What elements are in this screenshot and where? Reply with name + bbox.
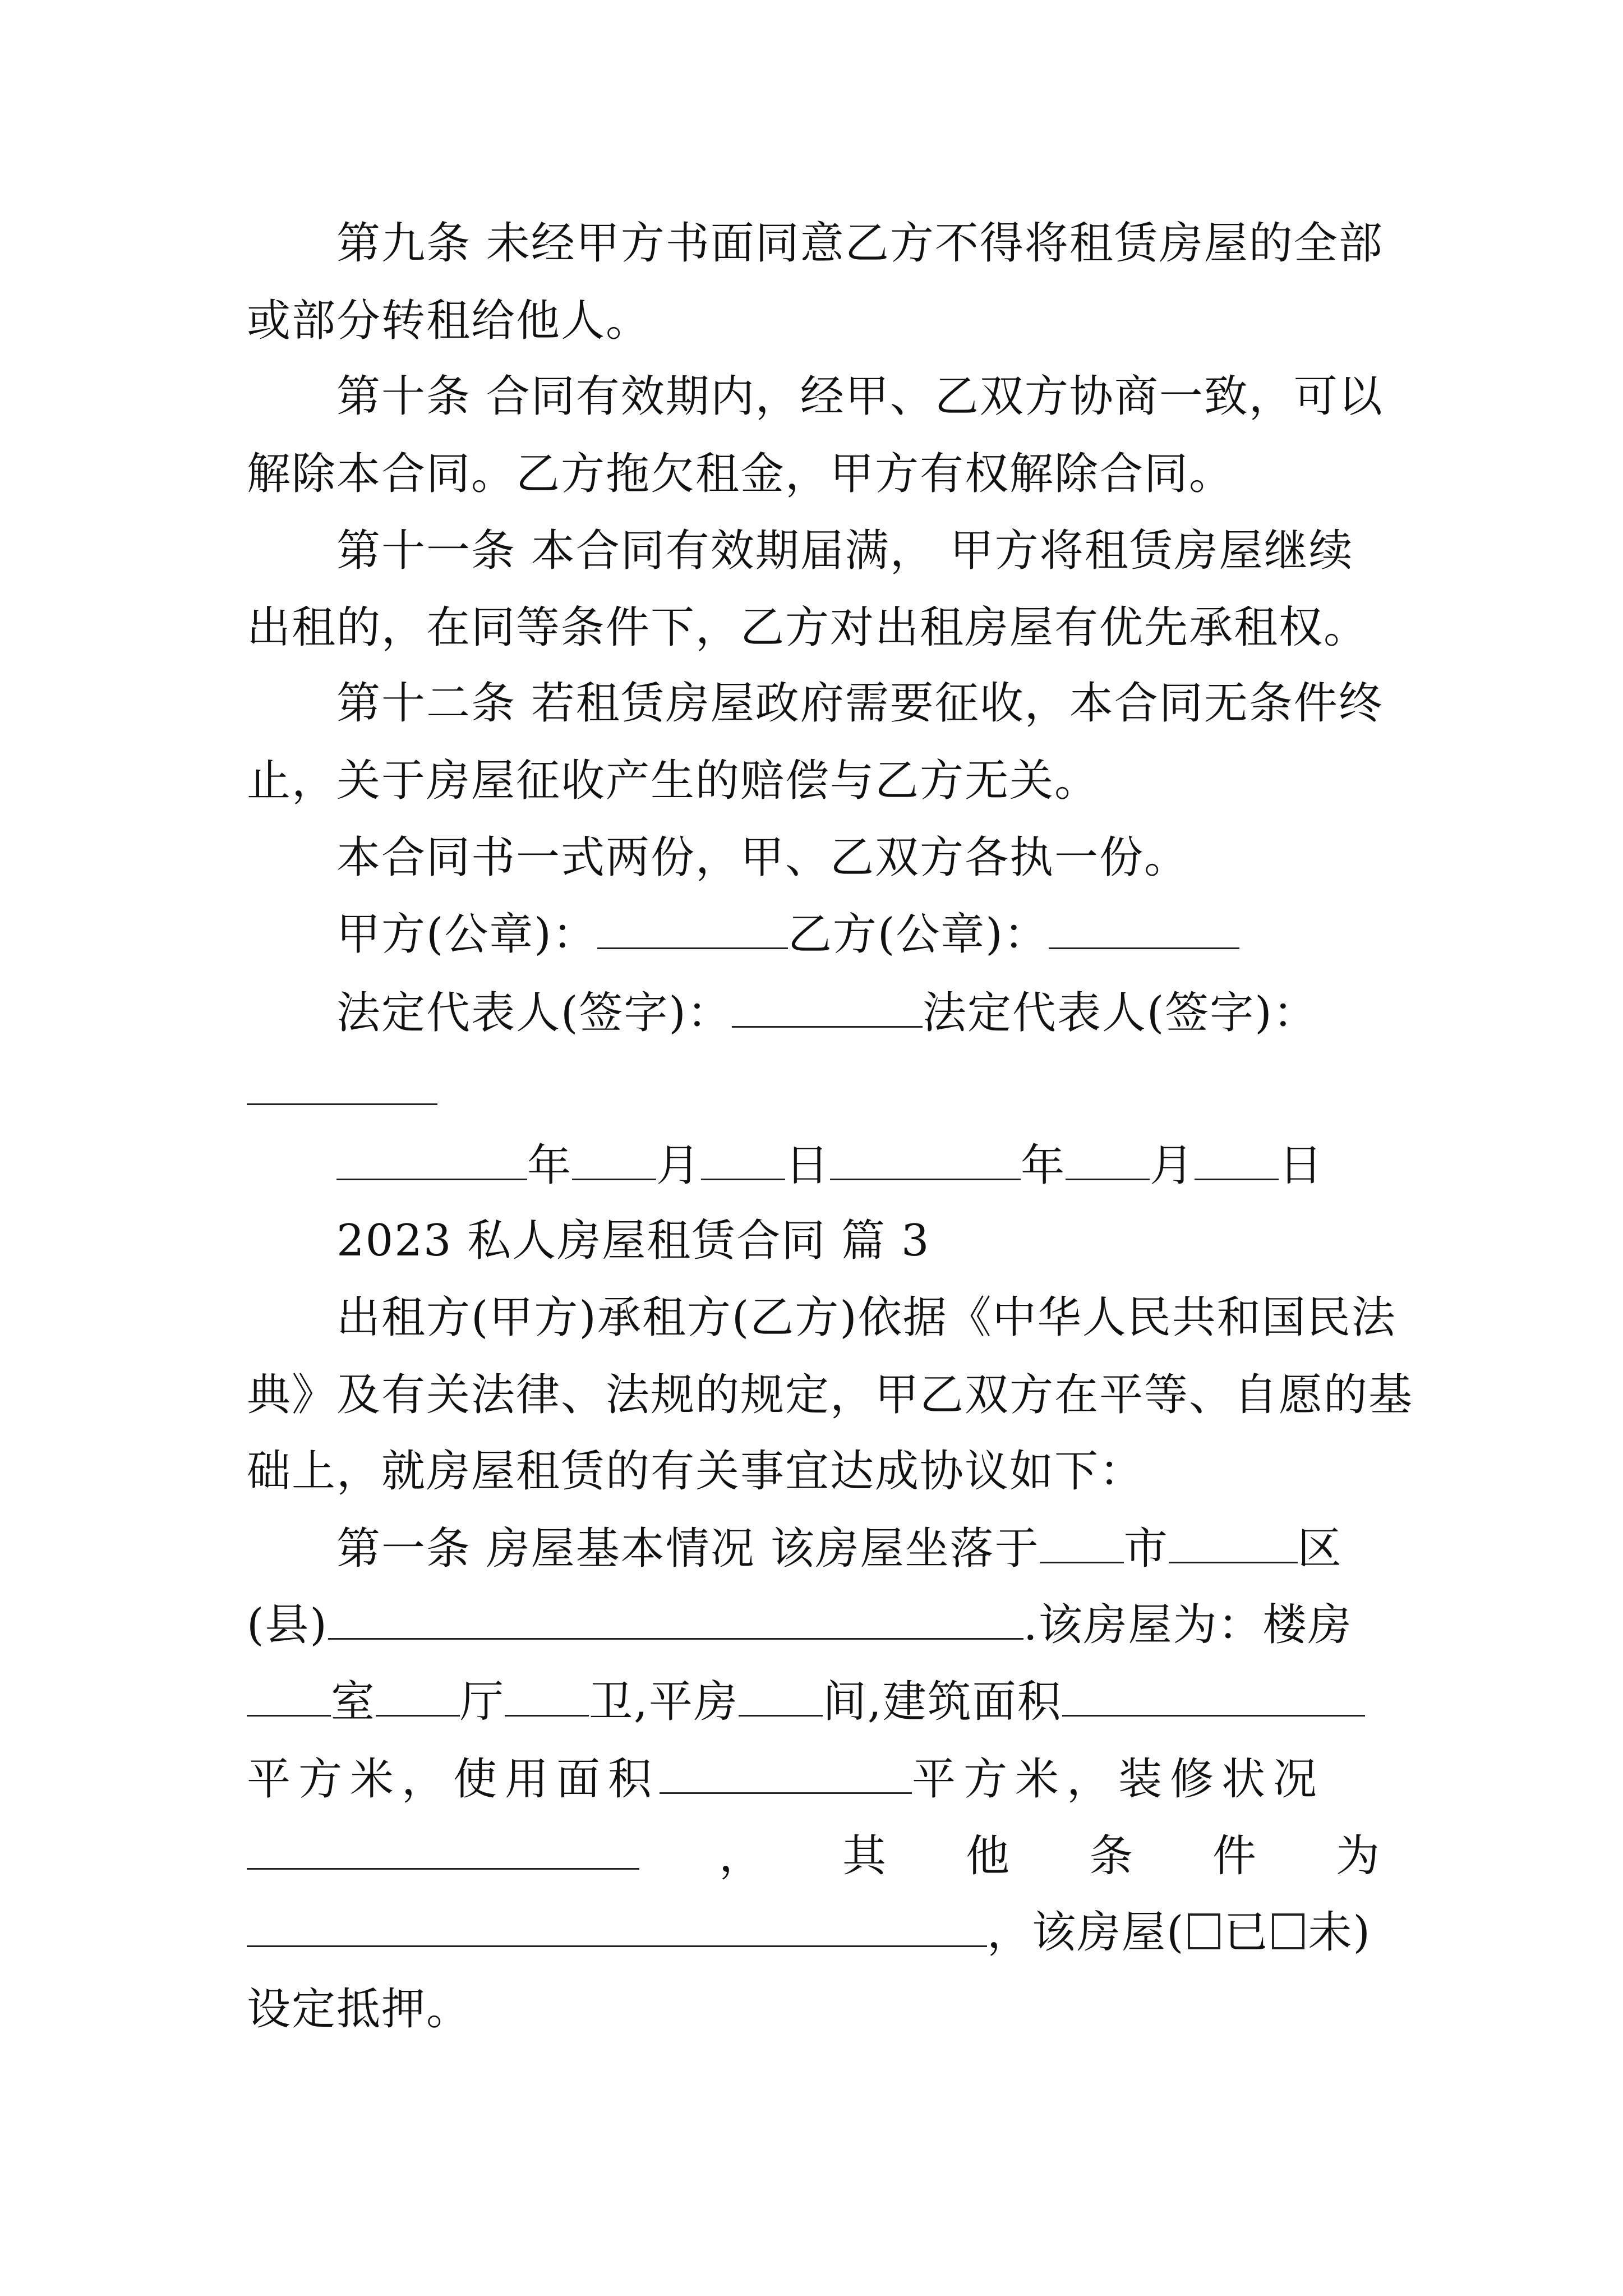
article-1-line-2 xyxy=(247,1600,1353,1650)
house-type-label: .该房屋为：楼房 xyxy=(1023,1600,1353,1650)
month-b-label: 月 xyxy=(1150,1140,1195,1191)
bath-blank[interactable] xyxy=(505,1710,589,1717)
other-char-1: 其 xyxy=(842,1831,886,1881)
article-10-line-1: 第十条 合同有效期内，经甲、乙双方协商一致，可以 xyxy=(336,371,1384,422)
article-1-lead: 第一条 房屋基本情况 该房屋坐落于 xyxy=(336,1524,1040,1574)
other-char-2: 他 xyxy=(965,1831,1009,1881)
other-char-3: 条 xyxy=(1089,1831,1133,1881)
intro-line-1: 出租方(甲方)承租方(乙方)依据《中华人民共和国民法 xyxy=(336,1292,1396,1343)
year-b-blank[interactable] xyxy=(830,1174,1021,1180)
representative-line xyxy=(336,988,1318,1038)
article-11-line-1: 第十一条 本合同有效期届满， 甲方将租赁房屋继续 xyxy=(336,526,1354,576)
party-a-seal-blank[interactable] xyxy=(597,943,788,949)
day-a-label: 日 xyxy=(785,1140,831,1191)
article-1-line-6 xyxy=(247,1907,1371,1958)
article-12-line-2: 止，关于房屋征收产生的赔偿与乙方无关。 xyxy=(247,756,1100,806)
year-a-blank[interactable] xyxy=(336,1174,527,1180)
bath-label: 卫,平房 xyxy=(589,1677,739,1727)
city-label: 市 xyxy=(1123,1524,1169,1574)
comma: ， xyxy=(718,1831,763,1881)
mortgage-yes-label: 已 xyxy=(1224,1907,1269,1958)
district-blank[interactable] xyxy=(1169,1557,1298,1563)
article-1-line-4 xyxy=(247,1754,1325,1805)
decoration-blank[interactable] xyxy=(247,1834,639,1870)
month-b-blank[interactable] xyxy=(1066,1174,1150,1180)
month-a-blank[interactable] xyxy=(572,1174,656,1180)
intro-line-2: 典》及有关法律、法规的规定，甲乙双方在平等、自愿的基 xyxy=(247,1370,1414,1420)
usable-area-blank[interactable] xyxy=(660,1788,912,1794)
article-1-line-1 xyxy=(336,1524,1343,1574)
intro-line-3: 础上，就房屋租赁的有关事宜达成协议如下： xyxy=(247,1446,1145,1497)
jian-blank[interactable] xyxy=(739,1710,823,1717)
seal-line xyxy=(336,909,1239,960)
party-b-seal-label: 乙方(公章)： xyxy=(787,909,1049,960)
other-char-4: 件 xyxy=(1212,1831,1256,1881)
room-blank[interactable] xyxy=(247,1710,331,1717)
hall-label: 厅 xyxy=(460,1677,505,1727)
day-b-label: 日 xyxy=(1279,1140,1324,1191)
year-a-label: 年 xyxy=(527,1140,573,1191)
copies-clause: 本合同书一式两份，甲、乙双方各执一份。 xyxy=(336,832,1189,883)
city-blank[interactable] xyxy=(1040,1557,1124,1563)
day-b-blank[interactable] xyxy=(1195,1174,1279,1180)
date-line xyxy=(336,1140,1324,1191)
building-area-blank[interactable] xyxy=(1062,1710,1365,1717)
address-blank[interactable] xyxy=(328,1634,1023,1640)
party-a-rep-label: 法定代表人(签字)： xyxy=(336,988,732,1038)
article-9-line-1: 第九条 未经甲方书面同意乙方不得将租赁房屋的全部 xyxy=(336,218,1384,269)
mortgage-no-checkbox[interactable] xyxy=(1272,1913,1304,1949)
article-12-line-1: 第十二条 若租赁房屋政府需要征收，本合同无条件终 xyxy=(336,678,1384,729)
county-label: (县) xyxy=(247,1600,328,1650)
section-3-heading: 2023 私人房屋租赁合同 篇 3 xyxy=(336,1216,930,1266)
other-conditions-blank[interactable] xyxy=(247,1941,987,1947)
mortgage-lead: ，该房屋( xyxy=(987,1907,1185,1958)
article-9-line-2: 或部分转租给他人。 xyxy=(247,296,651,346)
jian-label: 间,建筑面积 xyxy=(822,1677,1062,1727)
year-b-label: 年 xyxy=(1021,1140,1066,1191)
day-a-blank[interactable] xyxy=(701,1174,785,1180)
sqm-label-1: 平方米，使用面积 xyxy=(247,1754,660,1805)
party-a-seal-label: 甲方(公章)： xyxy=(336,909,597,960)
mortgage-yes-checkbox[interactable] xyxy=(1188,1913,1220,1949)
mortgage-no-label: 未) xyxy=(1308,1907,1371,1958)
article-1-line-5 xyxy=(247,1831,1380,1881)
party-b-rep-blank[interactable] xyxy=(247,1099,437,1105)
district-label: 区 xyxy=(1297,1524,1343,1574)
party-b-seal-blank[interactable] xyxy=(1049,943,1239,949)
party-b-rep-blank-line xyxy=(247,1069,437,1112)
sqm-label-2: 平方米，装修状况 xyxy=(912,1754,1325,1805)
article-11-line-2: 出租的，在同等条件下，乙方对出租房屋有优先承租权。 xyxy=(247,602,1369,653)
party-a-rep-blank[interactable] xyxy=(732,1022,923,1028)
hall-blank[interactable] xyxy=(376,1710,460,1717)
article-10-line-2: 解除本合同。乙方拖欠租金，甲方有权解除合同。 xyxy=(247,449,1234,499)
article-1-line-7: 设定抵押。 xyxy=(247,1984,472,2035)
article-1-line-3 xyxy=(247,1677,1365,1727)
party-b-rep-label: 法定代表人(签字)： xyxy=(922,988,1318,1038)
month-a-label: 月 xyxy=(656,1140,702,1191)
room-label: 室 xyxy=(331,1677,376,1727)
other-char-5: 为 xyxy=(1335,1831,1380,1881)
